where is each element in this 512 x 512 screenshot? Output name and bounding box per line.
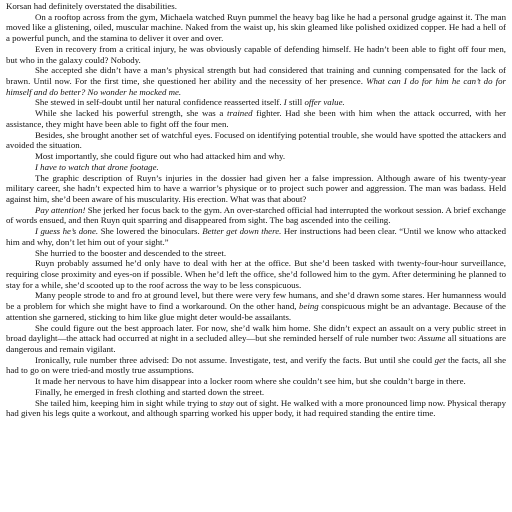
text-run: the facts, all she had to go on were tried-and mostly true assumptions. (6, 354, 506, 376)
text-run: She lowered the binoculars. (98, 226, 203, 237)
italic-text: stay (219, 397, 234, 408)
text-run: Ironically, rule number three advised: Do not assume. Investigate, test, and verify the facts. But until she could (35, 354, 435, 365)
text-run: Besides, she brought another set of watchful eyes. Focused on identifying potential trouble, she would have spotted the attackers and avoided the situation. (6, 129, 506, 151)
paragraph (6, 151, 506, 162)
text-run: all situations are dangerous and remain vigilant. (6, 333, 506, 354)
text-run: She stewed in self-doubt until her natural confidence reasserted itself. (35, 97, 284, 108)
text-run: Many people strode to and fro at ground level, but there were very few humans, and she’d drawn some stares. Her humanness would be a problem for which she might have to find a workaround. On the other hand, (6, 290, 506, 312)
document-page (6, 1, 506, 419)
italic-text: being (299, 301, 319, 312)
paragraph (6, 108, 506, 129)
paragraph (6, 130, 506, 151)
paragraph (6, 355, 506, 376)
text-run: Ruyn probably assumed he’d only have to deal with her at the office. But she’d been tasked with twenty-four-hour surveillance, requiring close proximity and eyes-on if possible. When he’d left the office, she’d followed him to the gym. After determining he planned to stay for a while, she’d scooted up to the roof across the way to be less conspicuous. (6, 258, 506, 290)
paragraph (6, 248, 506, 259)
text-run: She jerked her focus back to the gym. An over-starched official had interrupted the workout session. A brief exchange of words ensued, and then Ruyn quit sparring and disappeared from sight. The bag ascended into the ceiling. (6, 204, 506, 226)
text-run: While she lacked his powerful strength, she was a (35, 108, 228, 119)
paragraph (6, 226, 506, 247)
text-run: Finally, he emerged in fresh clothing and started down the street. (35, 386, 265, 397)
italic-text: I have to watch that drone footage. (35, 161, 159, 172)
paragraph (6, 44, 506, 65)
paragraph (6, 323, 506, 355)
italic-text: Pay attention! (35, 204, 86, 215)
paragraph (6, 162, 506, 173)
italic-text: Better get down there. (202, 226, 282, 237)
text-run: She tailed him, keeping him in sight while trying to (35, 397, 220, 408)
paragraph (6, 1, 506, 12)
paragraph (6, 12, 506, 44)
italic-text: What can I do for him he can’t do for himself and do better? No wonder he mocked me. (6, 76, 506, 97)
text-run: fighter. Had she been with him when the attack occurred, with her assistance, they might have been able to fight off the four men. (6, 108, 506, 129)
paragraph (6, 65, 506, 97)
text-run: conspicuous might be an advantage. Because of the attention she garnered, sticking to him like glue might deter would-be assailants. (6, 301, 506, 322)
italic-text: trained (227, 108, 253, 119)
italic-text: offer value. (304, 97, 345, 108)
text-run: Even in recovery from a critical injury, he was obviously capable of defending himself. He hadn’t been able to fight off four men, but who in the galaxy could? Nobody. (6, 43, 506, 65)
paragraph (6, 173, 506, 205)
paragraph (6, 205, 506, 226)
text-run: out of sight. He walked with a more pronounced limp now. Physical therapy had given his legs quite a workout, and although sparring worked his upper body, it had required standing the entire time. (6, 397, 506, 419)
paragraph (6, 387, 506, 398)
text-run: Her instructions had been clear. “Until we know who attacked him and why, don’t let him out of your sight.” (6, 226, 506, 247)
text-run: It made her nervous to have him disappear into a locker room where she couldn’t see him, but she couldn’t barge in there. (35, 376, 466, 387)
italic-text: Assume (418, 333, 446, 344)
text-run: On a rooftop across from the gym, Michaela watched Ruyn pummel the heavy bag like he had a personal grudge against it. The man moved like a glistening, oiled, muscular machine. Naked from the waist up, his skin gleamed like polished oxidized copper. He had a hell of a powerful punch, and the stamina to deliver it over and over. (6, 11, 506, 44)
text-run: The graphic description of Ruyn’s injuries in the dossier had given her a false impression. Although aware of his twenty-year military career, she hadn’t expected him to have a warrior’s physique or to project such power and aggression. The man was badass. Held against him, she’d been aware of his muscularity. His erection. What was that about? (6, 172, 506, 204)
paragraph (6, 290, 506, 322)
text-run: still (286, 97, 305, 108)
paragraph (6, 398, 506, 419)
italic-text: I (283, 97, 287, 108)
paragraph (6, 97, 506, 108)
text-run: She accepted she didn’t have a man’s physical strength but had considered that training and cunning compensated for the lack of brawn. Until now. For the first time, she questioned her ability and the necessity of her presence. (6, 65, 506, 87)
paragraph (6, 376, 506, 387)
italic-text: I guess he’s done. (35, 226, 99, 237)
text-run: She could figure out the best approach later. For now, she’d walk him home. She didn’t expect an assault on a very public street in broad daylight—the attack had occurred at night in a secluded alley—but she reminded herself of rule number two: (6, 322, 506, 344)
paragraph (6, 258, 506, 290)
text-run: She hurried to the booster and descended to the street. (35, 247, 227, 258)
italic-text: get (434, 354, 446, 365)
text-run: Most importantly, she could figure out who had attacked him and why. (35, 151, 286, 162)
text-run: Korsan had definitely overstated the disabilities. (6, 1, 177, 11)
